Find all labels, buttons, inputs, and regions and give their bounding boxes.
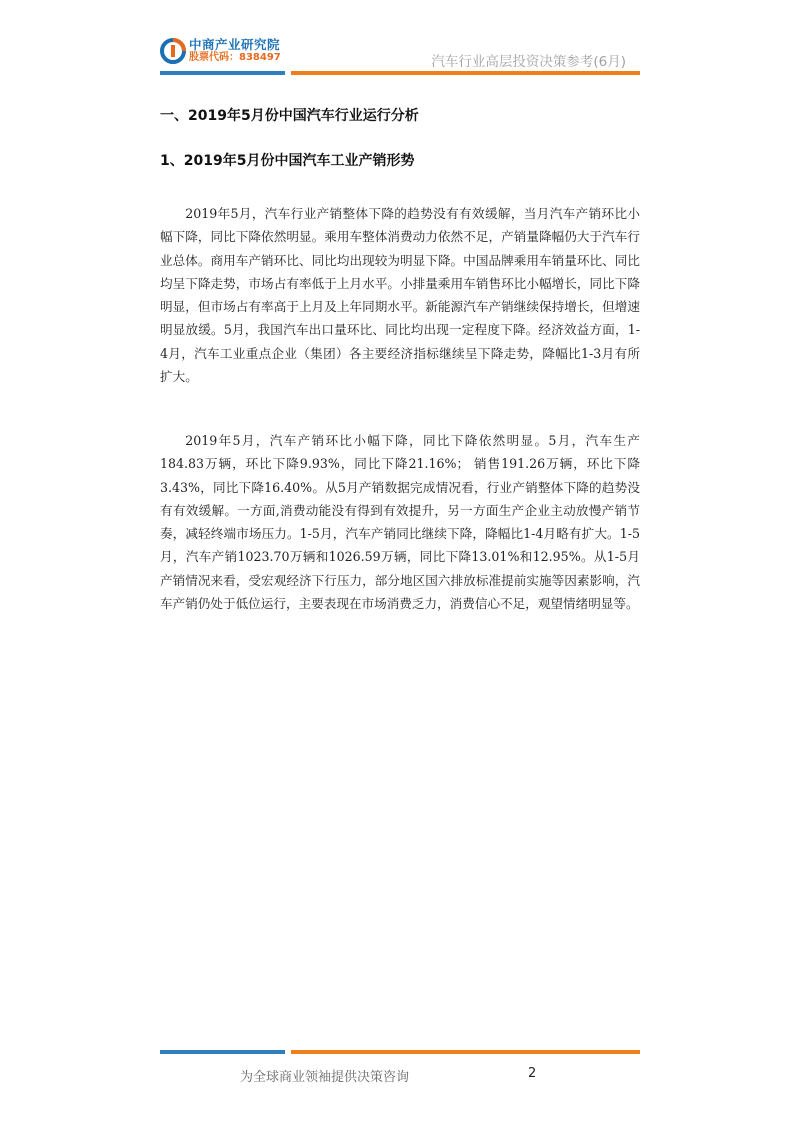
logo-name: 中商产业研究院	[189, 36, 281, 52]
footer-divider-orange	[291, 1050, 640, 1054]
paragraph-2: 2019年5月，汽车产销环比小幅下降，同比下降依然明显。5月，汽车生产184.83万辆，环比下降9.93%，同比下降21.16%； 销售191.26万辆，环比下降3.43%，同比下降16.40%。从5月产销数据完成情况看，行业产销整体下降的趋势没有有效缓解。一方面,消费动能没有得到有效提升，另一方面生产企业主动放慢产销节奏，减轻终端市场压力。1-5月，汽车产销同比继续下降，降幅比1-4月略有扩大。1-5月，汽车产销1023.70万辆和1026.59万辆，同比下降13.01%和12.95%。从1-5月产销情况来看，受宏观经济下行压力，部分地区国六排放标准提前实施等因素影响，汽车产销仍处于低位运行，主要表现在市场消费乏力，消费信心不足，观望情绪明显等。	[160, 433, 640, 612]
page-header	[0, 0, 800, 80]
footer-slogan: 为全球商业领袖提供决策咨询	[240, 1070, 410, 1085]
footer-divider-blue	[160, 1050, 285, 1054]
logo-circle-icon	[160, 38, 186, 64]
header-divider-blue	[160, 71, 285, 75]
section-heading: 一、2019年5月份中国汽车行业运行分析	[160, 108, 419, 124]
header-title: 汽车行业高层投资决策参考(6月)	[431, 54, 626, 70]
subsection-heading: 1、2019年5月份中国汽车工业产销形势	[160, 153, 415, 169]
page-number: 2	[528, 1066, 537, 1081]
header-divider-orange	[291, 71, 640, 75]
paragraph-1: 2019年5月，汽车行业产销整体下降的趋势没有有效缓解，当月汽车产销环比小幅下降，同比下降依然明显。乘用车整体消费动力依然不足，产销量降幅仍大于汽车行业总体。商用车产销环比、同比均出现较为明显下降。中国品牌乘用车销量环比、同比均呈下降走势，市场占有率低于上月水平。小排量乘用车销售环比小幅增长，同比下降明显，但市场占有率高于上月及上年同期水平。新能源汽车产销继续保持增长，但增速明显放缓。5月，我国汽车出口量环比、同比均出现一定程度下降。经济效益方面，1-4月，汽车工业重点企业（集团）各主要经济指标继续呈下降走势，降幅比1-3月有所扩大。	[160, 206, 640, 385]
logo-stock-code: 股票代码：838497	[189, 52, 281, 64]
company-logo	[160, 38, 281, 64]
